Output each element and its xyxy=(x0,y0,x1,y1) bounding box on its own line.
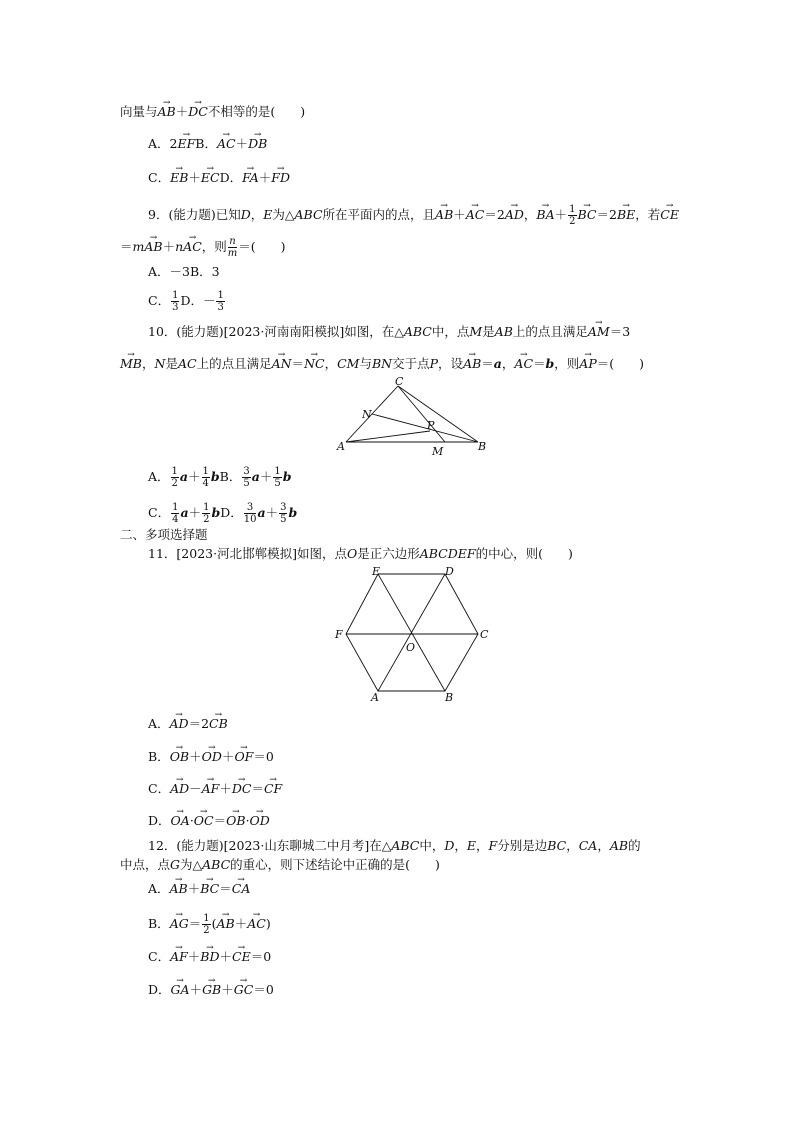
label-d: D xyxy=(445,565,454,578)
label-p: P xyxy=(427,419,435,432)
label-c: C xyxy=(395,376,404,388)
q11-option-b: B．→ OB＋→ OD＋→ OF＝0 xyxy=(148,749,274,765)
section-title: 二、多项选择题 xyxy=(120,527,208,542)
q9-option-ab: A．－3B．3 xyxy=(148,264,220,279)
q8-option-cd: C．→ EB＋→ ECD．→ FA＋→ FD xyxy=(148,170,290,186)
q10-stem-2: → MB，N是AC上的点且满足→ AN＝→ NC，CM与BN交于点P，设→ AB＝a，→ AC＝b，则→ AP＝( ) xyxy=(120,356,644,372)
hexagon-figure xyxy=(330,565,490,705)
q12-stem: 12．(能力题)[2023·山东聊城二中月考]在△ABC中，D，E，F分别是边BC，CA，AB的 xyxy=(148,838,641,853)
q12-option-a: A．→ AB＋→ BC＝→ CA xyxy=(148,881,250,897)
q12-option-c: C．→ AF＋→ BD＋→ CE＝0 xyxy=(148,949,271,965)
label-e: E xyxy=(372,565,381,578)
label-b: B xyxy=(445,691,454,704)
q10-option-cd: C． $\frac{1}{4}$ a＋ $\frac{1}{2}$ bD． $\frac{3}{10}$ a＋ $\frac{3}{5}$ b xyxy=(148,502,298,525)
q9-stem-2: ＝m→ AB＋n→ AC，则 $\frac{n}{m}$ ＝( ) xyxy=(120,236,286,259)
label-a: A xyxy=(337,440,345,453)
label-m: M xyxy=(432,445,444,458)
q11-option-c: C．→ AD－→ AF＋→ DC＝→ CF xyxy=(148,781,282,797)
label-b: B xyxy=(478,440,487,453)
q11-option-a: A．→ AD＝2→ CB xyxy=(148,716,228,732)
label-o: O xyxy=(406,641,416,654)
q10-stem: 10．(能力题)[2023·河南南阳模拟]如图，在△ABC中，点M是AB上的点且满足→ AM＝3 xyxy=(148,324,630,340)
q12-option-d: D．→ GA＋→ GB＋→ GC＝0 xyxy=(148,982,274,998)
q12-option-b: B．→ AG＝ $\frac{1}{2}$ (→ AB＋→ AC) xyxy=(148,913,271,936)
q8-option-ab: A．2→ EFB．→ AC＋→ DB xyxy=(148,136,267,152)
label-c: C xyxy=(480,628,489,641)
label-a: A xyxy=(371,691,379,704)
q12-stem-2: 中点，点G为△ABC的重心，则下述结论中正确的是( ) xyxy=(120,857,440,872)
q11-option-d: D．→ OA·→ OC＝→ OB·→ OD xyxy=(148,813,270,829)
segment-ap xyxy=(346,431,430,442)
q10-option-ab: A． $\frac{1}{2}$ a＋ $\frac{1}{4}$ bB． $\frac{3}{5}$ a＋ $\frac{1}{5}$ b xyxy=(148,466,292,489)
q8-stem: 向量与→ AB＋→ DC不相等的是( ) xyxy=(120,104,305,120)
q9-option-cd: C． $\frac{1}{3}$ D．－ $\frac{1}{3}$ xyxy=(148,290,224,313)
label-f: F xyxy=(335,628,343,641)
q9-stem: 9．(能力题)已知D，E为△ABC所在平面内的点，且→ AB＋→ AC＝2→ AD，→ BA＋ $\frac{1}{2}$ → BC＝2→ BE，若→ CE xyxy=(148,204,679,227)
label-n: N xyxy=(362,408,372,421)
q11-stem: 11．[2023·河北邯郸模拟]如图，点O是正六边形ABCDEF的中心，则( ) xyxy=(148,546,573,561)
triangle-figure xyxy=(335,376,495,458)
